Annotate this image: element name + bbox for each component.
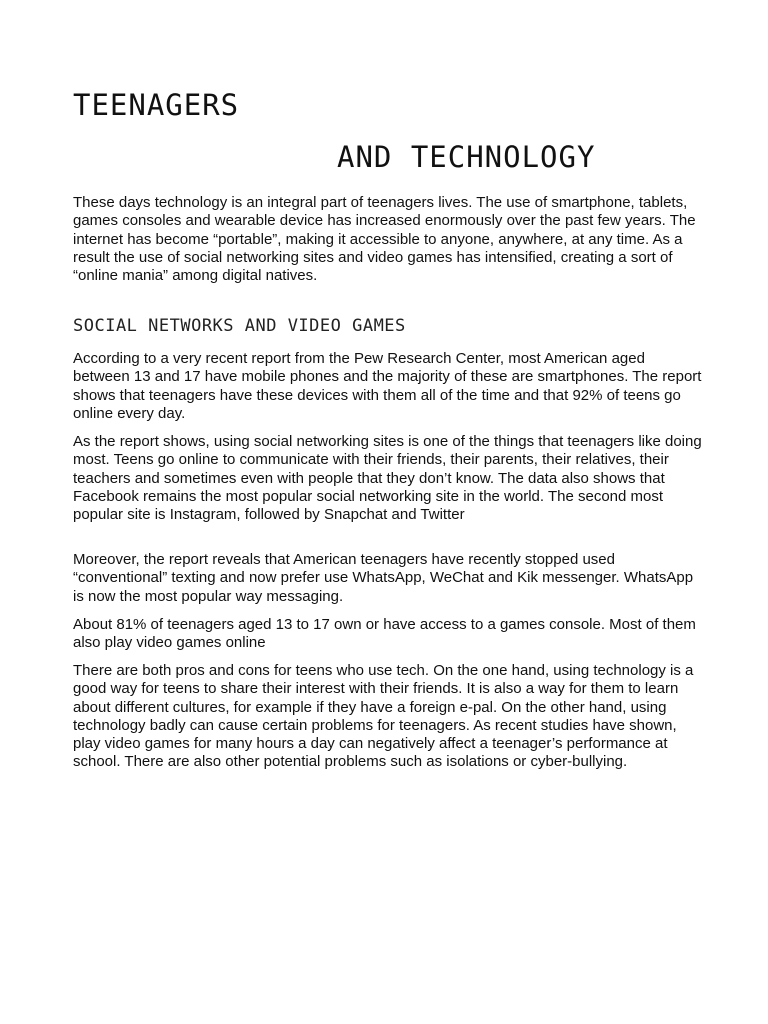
paragraph-messaging: Moreover, the report reveals that American teenagers have recently stopped used “conventional” texting and now prefer use WhatsApp, WeChat and Kik messenger. WhatsApp is now the most popular way messaging. — [73, 551, 694, 605]
title-line-1: TEENAGERS — [73, 88, 240, 122]
title-line-2: AND TECHNOLOGY — [337, 140, 596, 174]
paragraph-pew-report: According to a very recent report from the Pew Research Center, most American aged between 13 and 17 have mobile phones and the majority of these are smartphones. The report shows that teenagers have these devices with them all of the time and that 92% of teens go online every day. — [73, 350, 702, 422]
section-heading: SOCIAL NETWORKS AND VIDEO GAMES — [73, 316, 406, 336]
intro-paragraph: These days technology is an integral part of teenagers lives. The use of smartphone, tablets, games consoles and wearable device has increased enormously over the past few years. The internet has become “portable”, making it accessible to anyone, anywhere, at any time. As a result the use of social networking sites and video games has intensified, creating a sort of “online mania” among digital natives. — [73, 194, 696, 285]
paragraph-pros-cons: There are both pros and cons for teens who use tech. On the one hand, using technology is a good way for teens to share their interest with their friends. It is also a way for them to learn about different cultures, for example if they have a foreign e-pal. On the other hand, using technology badly can cause certain problems for teenagers. As recent studies have shown, play video games for many hours a day can negatively affect a teenager’s performance at school. There are also other potential problems such as isolations or cyber-bullying. — [73, 662, 694, 771]
paragraph-games-console: About 81% of teenagers aged 13 to 17 own or have access to a games console. Most of them also play video games online — [73, 616, 696, 652]
paragraph-social-networking: As the report shows, using social networking sites is one of the things that teenagers like doing most. Teens go online to communicate with their friends, their parents, their relatives, their teachers and sometimes even with people that they don’t know. The data also shows that Facebook remains the most popular social networking site in the world. The second most popular site is Instagram, followed by Snapchat and Twitter — [73, 433, 702, 524]
